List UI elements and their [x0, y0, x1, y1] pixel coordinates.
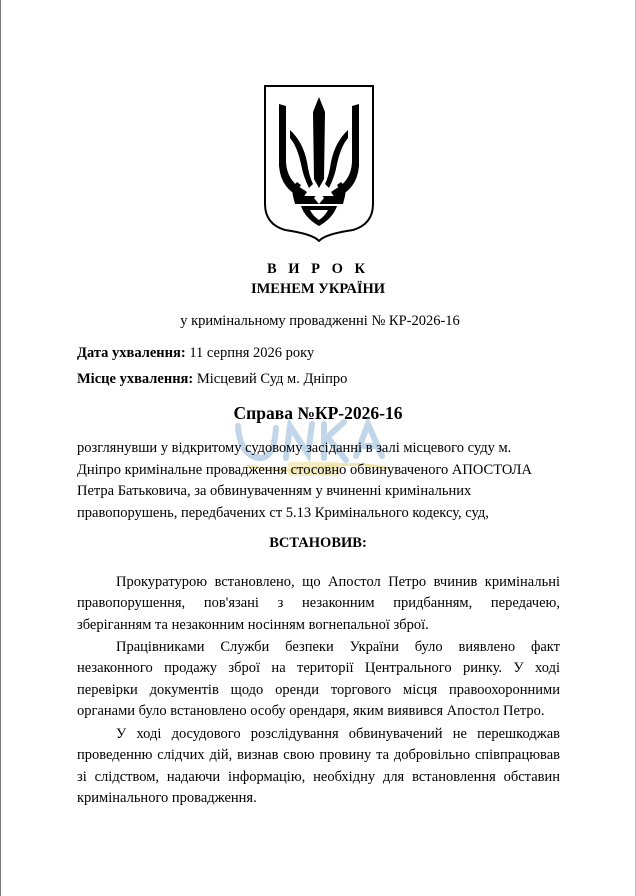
page-edge-left	[0, 0, 1, 896]
verdict-title: В И Р О К	[266, 261, 370, 277]
trident-coat-of-arms-icon	[263, 84, 375, 242]
decision-date	[77, 345, 314, 362]
decision-place	[77, 371, 347, 388]
section-heading-established: ВСТАНОВИВ:	[269, 535, 367, 551]
intro-line: Петра Батьковича, за обвинуваченням у вчиненні кримінальних	[77, 483, 472, 500]
decision-date-label: Дата ухвалення:	[77, 345, 186, 361]
intro-line: розглянувши у відкритому судовому засіданні в залі місцевого суду м.	[77, 440, 512, 456]
case-title: Справа №КР-2026-16	[233, 403, 403, 423]
intro-line: Дніпро кримінальне провадження стосовно обвинуваченого АПОСТОЛА	[77, 461, 532, 478]
paragraph: Прокуратурою встановлено, що Апостол Петро вчинив кримінальні правопорушення, пов'язані з незаконним придбанням, передачею, зберіганням та незаконним носінням вогнепальної зброї.	[77, 574, 560, 633]
decision-place-value: Місцевий Суд м. Дніпро	[193, 371, 348, 387]
decision-place-label: Місце ухвалення:	[77, 371, 194, 387]
proceeding-line: у кримінальному провадженні № КР-2026-16	[180, 313, 460, 329]
intro-line: правопорушень, передбачених ст 5.13 Кримінального кодексу, суд,	[77, 504, 489, 521]
decision-date-value: 11 серпня 2026 року	[185, 345, 315, 361]
verdict-subtitle: ІМЕНЕМ УКРАЇНИ	[250, 281, 386, 297]
paragraph: Працівниками Служби безпеки України було виявлено факт незаконного продажу зброї на території Центрального ринку. У ході перевірки документів щодо оренди торгового місця правоохоронними органами було встановлено особу орендаря, яким виявився Апостол Петро.	[77, 639, 560, 719]
intro-text	[77, 438, 567, 524]
paragraph: У ході досудового розслідування обвинувачений не перешкоджав проведенню слідчих дій, визнав свою провину та добровільно співпрацював зі слідством, надаючи інформацію, необхідну для встановлення обставин кримінального провадження.	[77, 726, 560, 806]
